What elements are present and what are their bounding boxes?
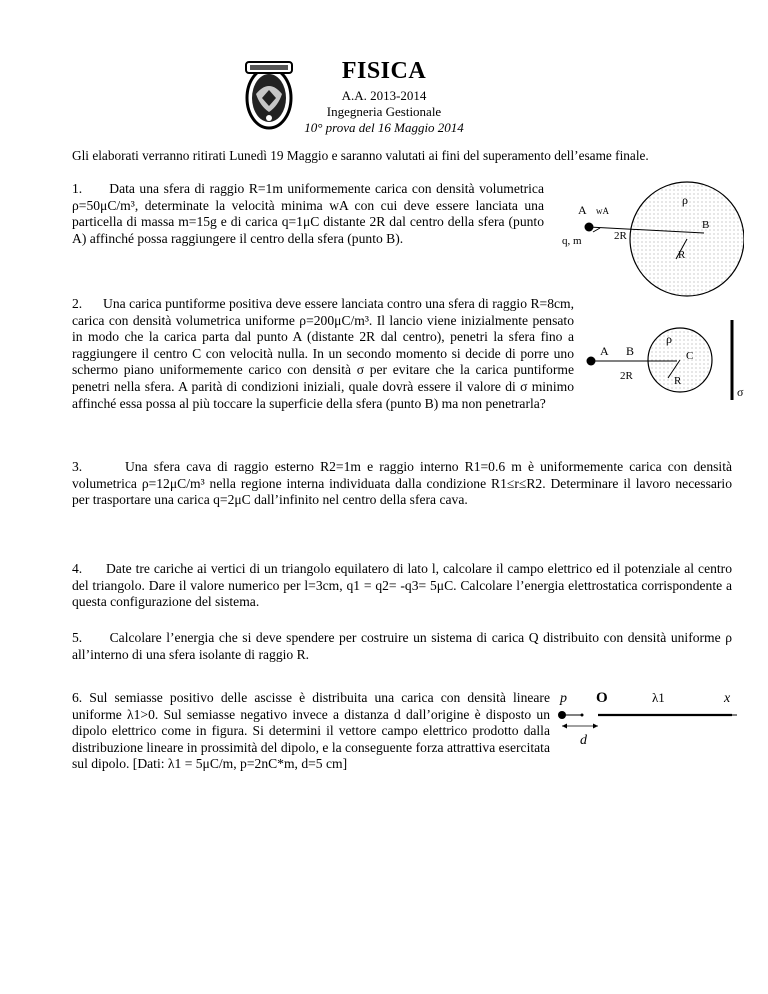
academic-year: A.A. 2013-2014 xyxy=(341,88,427,103)
problem-5 xyxy=(72,630,732,663)
fig6-origin-label: O xyxy=(596,690,608,706)
problem-2-text: Una carica puntiforme positiva deve essere lanciata contro una sfera di raggio R=8cm, carica con densità volumetrica uniforme ρ=200μC/m³. Il lancio viene inizialmente pensato in modo che la carica parta dal punto A (distante 2R dal centro), penetri la sfera fino a raggiungere il centro C con velocità nulla. In un secondo momento si decide di porre uno schermo piano uniformemente carico con densità σ per evitare che la carica puntiforme penetri nella sfera. A parità di condizioni iniziali, quale dovrà essere il valore di σ minimo affinché essa possa al più toccare la superficie della sfera (punto B) ma non penetrarla? xyxy=(72,296,574,411)
fig6-dipole-label: p xyxy=(560,691,567,706)
fig1-rho-label: ρ xyxy=(682,193,688,207)
fig2-point-a-label: A xyxy=(600,344,609,358)
problem-4 xyxy=(72,561,732,611)
problem-6 xyxy=(72,690,550,773)
problem-5-text: Calcolare l’energia che si deve spendere per costruire un sistema di carica Q distribuito con densità uniforme ρ all’interno di una sfera isolante di raggio R. xyxy=(72,630,733,662)
exam-date: 10° prova del 16 Maggio 2014 xyxy=(304,120,464,135)
fig2-rho-label: ρ xyxy=(666,332,672,346)
problem-2-figure xyxy=(582,318,750,410)
fig1-velocity-label: wA xyxy=(596,206,609,216)
fig2-sigma-label: σ xyxy=(737,385,744,399)
fig1-point-a-label: A xyxy=(578,203,587,217)
fig2-point-b-label: B xyxy=(626,344,635,358)
problem-2 xyxy=(72,296,574,412)
problem-3-text: Una sfera cava di raggio esterno R2=1m e raggio interno R1=0.6 m è uniformemente carica con densità volumetrica ρ=12μC/m³ nella regione interna individuata dalla condizione R1≤r≤R2. Determinare il lavoro necessario per trasportare una carica q=2μC dall’infinito nel centro della sfera cava. xyxy=(72,459,733,508)
fig1-charge-mass-label: q, m xyxy=(562,235,582,247)
problem-4-number: 4. xyxy=(72,561,83,576)
problem-6-number: 6. xyxy=(72,690,83,705)
problem-3 xyxy=(72,459,732,509)
problem-6-figure xyxy=(552,680,742,760)
fig2-point-c-label: C xyxy=(686,350,694,362)
problem-1-number: 1. xyxy=(72,181,83,196)
fig1-point-b-label: B xyxy=(702,219,710,231)
fig1-radius-label: R xyxy=(678,249,686,261)
fig6-distance-label: d xyxy=(580,733,587,748)
fig1-distance-label: 2R xyxy=(614,230,627,242)
problem-2-number: 2. xyxy=(72,296,83,311)
course-name: Ingegneria Gestionale xyxy=(326,104,442,119)
problem-1-text: Data una sfera di raggio R=1m uniformemente carica con densità volumetrica ρ=50μC/m³, determinate la velocità minima wA con cui deve essere lanciata una particella di massa m=15g e di carica q=1μC distante 2R dal centro della sfera (punto A) affinché possa raggiungere il centro della sfera (punto B). xyxy=(72,181,545,246)
problem-1-figure xyxy=(552,176,744,302)
fig2-radius-label: R xyxy=(674,375,682,387)
problem-6-text: Sul semiasse positivo delle ascisse è distribuita una carica con densità lineare uniforme λ1>0. Sul semiasse negativo invece a distanza d dall’origine è disposto un dipolo elettrico come in figura. Si determini il vettore campo elettrico prodotto dalla distribuzione lineare in prossimità del dipolo, e la conseguente forza attrattiva esercitata sul dipolo. [Dati: λ1 = 5μC/m, p=2nC*m, d=5 cm] xyxy=(72,690,550,772)
problem-1 xyxy=(72,181,544,247)
fig2-distance-label: 2R xyxy=(620,370,633,382)
fig6-x-axis-label: x xyxy=(724,691,731,706)
submission-notice: Gli elaborati verranno ritirati Lunedì 19 Maggio e saranno valutati ai fini del superamento dell’esame finale. xyxy=(72,148,649,163)
problem-5-number: 5. xyxy=(72,630,83,645)
fig6-lambda-label: λ1 xyxy=(652,690,665,705)
problem-4-text: Date tre cariche ai vertici di un triangolo equilatero di lato l, calcolare il campo elettrico ed il potenziale al centro del triangolo. Dare il valore numerico per l=3cm, q1 = q2= -q3= 5μC. Calcolare l’energia elettrostatica corrispondente a questa configurazione del sistema. xyxy=(72,561,733,610)
page-title: FISICA xyxy=(341,58,427,84)
problem-3-number: 3. xyxy=(72,459,83,474)
